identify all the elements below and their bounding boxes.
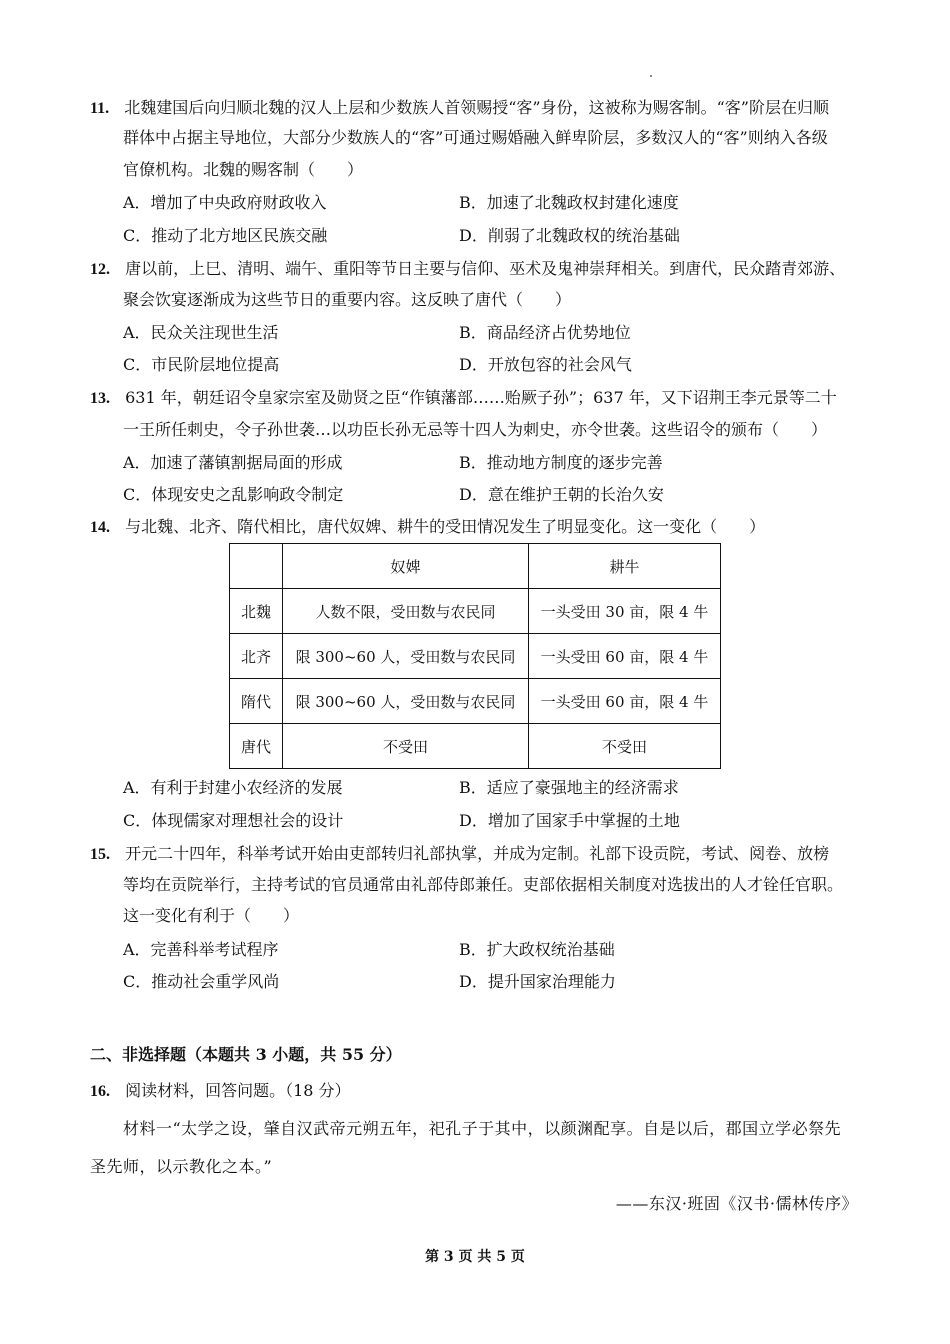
- option-b: B．适应了豪强地主的经济需求: [459, 778, 679, 797]
- question-16: [90, 1080, 351, 1103]
- question-number: 16.: [90, 1083, 110, 1100]
- table-cell: 一头受田 60 亩，限 4 牛: [529, 634, 721, 679]
- question-text-line: 北魏建国后向归顺北魏的汉人上层和少数族人首领赐授“客”身份，这被称为赐客制。“客”阶层在归顺: [124, 98, 829, 117]
- question-text-line: 官僚机构。北魏的赐客制（ ）: [123, 160, 364, 179]
- option-c: C．推动了北方地区民族交融: [123, 226, 328, 245]
- option-c: C．推动社会重学风尚: [123, 972, 280, 991]
- option-a: A．完善科举考试程序: [123, 940, 279, 959]
- page-footer: 第 3 页 共 5 页: [425, 1249, 525, 1265]
- table-cell: 北齐: [230, 634, 283, 679]
- land-allocation-table: [229, 543, 721, 769]
- table-header-cell: 奴婢: [283, 544, 529, 589]
- question-number: 13.: [90, 390, 110, 407]
- table-cell: 一头受田 30 亩，限 4 牛: [529, 589, 721, 634]
- table-header-row: [230, 544, 721, 589]
- table-cell: 不受田: [529, 724, 721, 769]
- option-c: C．体现儒家对理想社会的设计: [123, 811, 344, 830]
- table-row: [230, 589, 721, 634]
- scan-dot: [650, 75, 652, 77]
- option-d: D．提升国家治理能力: [459, 972, 616, 991]
- question-text-line: 等均在贡院举行，主持考试的官员通常由礼部侍郎兼任。吏部依据相关制度对选拔出的人才铨任官职。: [123, 875, 844, 894]
- option-b: B．加速了北魏政权封建化速度: [459, 193, 679, 212]
- question-text-line: 这一变化有利于（ ）: [123, 906, 300, 925]
- question-number: 14.: [90, 519, 110, 536]
- question-number: 15.: [90, 846, 110, 863]
- question-text-line: 开元二十四年，科举考试开始由吏部转归礼部执掌，并成为定制。礼部下设贡院，考试、阅卷、放榜: [125, 844, 830, 863]
- question-text-line: 631 年，朝廷诏令皇家宗室及勋贤之臣“作镇藩部……贻厥子孙”；637 年，又下诏荆王李元景等二十: [125, 388, 837, 407]
- question-text-line: 一王所任刺史，令子孙世袭…以功臣长孙无忌等十四人为刺史，亦令世袭。这些诏令的颁布（ ）: [123, 420, 828, 439]
- table-cell: 一头受田 60 亩，限 4 牛: [529, 679, 721, 724]
- table-cell: 唐代: [230, 724, 283, 769]
- option-a: A．民众关注现世生活: [123, 323, 279, 342]
- option-b: B．商品经济占优势地位: [459, 323, 631, 342]
- table-cell: 限 300~60 人，受田数与农民同: [283, 634, 529, 679]
- table-cell: 北魏: [230, 589, 283, 634]
- option-b: B．扩大政权统治基础: [459, 940, 615, 959]
- table-cell: 人数不限，受田数与农民同: [283, 589, 529, 634]
- table-header-cell: 耕牛: [529, 544, 721, 589]
- material-text-line: 材料一“太学之设，肇自汉武帝元朔五年，祀孔子于其中，以颜渊配享。自是以后，郡国立学必祭先: [123, 1119, 842, 1138]
- section-heading: 二、非选择题（本题共 3 小题，共 55 分）: [90, 1045, 402, 1064]
- option-a: A．加速了藩镇割据局面的形成: [123, 453, 343, 472]
- option-d: D．开放包容的社会风气: [459, 355, 632, 374]
- question-text-line: 与北魏、北齐、隋代相比，唐代奴婢、耕牛的受田情况发生了明显变化。这一变化（ ）: [125, 517, 766, 536]
- question-text-line: 聚会饮宴逐渐成为这些节日的重要内容。这反映了唐代（ ）: [123, 290, 572, 309]
- table-header-cell: [230, 544, 283, 589]
- table-row: [230, 679, 721, 724]
- option-a: A．增加了中央政府财政收入: [123, 193, 327, 212]
- material-source: ——东汉·班固《汉书·儒林传序》: [615, 1194, 858, 1213]
- option-d: D．意在维护王朝的长治久安: [459, 485, 664, 504]
- table-row: [230, 634, 721, 679]
- question-number: 12.: [90, 261, 110, 278]
- question-text-line: 群体中占据主导地位，大部分少数族人的“客”可通过赐婚融入鲜卑阶层，多数汉人的“客”则纳入各级: [123, 128, 828, 147]
- question-number: 11.: [90, 100, 110, 117]
- question-text-line: 阅读材料，回答问题。（18 分）: [125, 1081, 351, 1100]
- option-a: A．有利于封建小农经济的发展: [123, 778, 343, 797]
- table-cell: 隋代: [230, 679, 283, 724]
- table-row: [230, 724, 721, 769]
- option-c: C．体现安史之乱影响政令制定: [123, 485, 344, 504]
- option-d: D．增加了国家手中掌握的土地: [459, 811, 680, 830]
- option-c: C．市民阶层地位提高: [123, 355, 280, 374]
- material-text-line: 圣先师，以示教化之本。”: [90, 1157, 273, 1176]
- table-cell: 限 300~60 人，受田数与农民同: [283, 679, 529, 724]
- question-text-line: 唐以前，上巳、清明、端午、重阳等节日主要与信仰、巫术及鬼神崇拜相关。到唐代，民众踏青郊游、: [125, 259, 846, 278]
- option-b: B．推动地方制度的逐步完善: [459, 453, 663, 472]
- option-d: D．削弱了北魏政权的统治基础: [459, 226, 680, 245]
- table-cell: 不受田: [283, 724, 529, 769]
